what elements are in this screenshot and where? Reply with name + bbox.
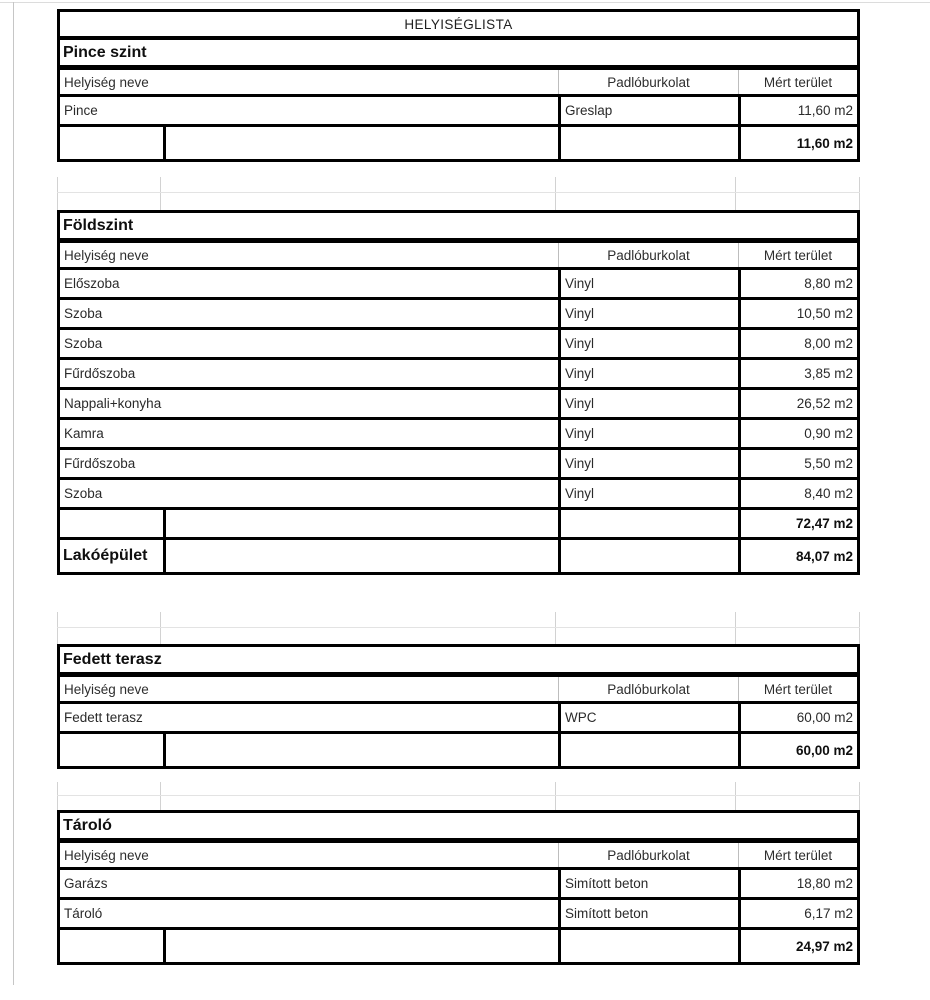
cell-room-name: Fedett terasz xyxy=(64,710,143,725)
cell-room-name: Tároló xyxy=(64,906,103,921)
gridline xyxy=(160,612,161,644)
table-row xyxy=(60,97,857,127)
section-total-row xyxy=(60,734,857,766)
cell-floor-covering: Vinyl xyxy=(558,270,738,297)
column-header-room-name: Helyiség neve xyxy=(64,847,149,863)
cell-floor-covering: Vinyl xyxy=(558,480,738,507)
section-total-value: 11,60 m2 xyxy=(738,127,857,159)
section-total-row xyxy=(60,510,857,540)
cell-measured-area: 3,85 m2 xyxy=(738,360,857,387)
column-header-row xyxy=(60,843,857,870)
section-title-row xyxy=(60,813,857,843)
cell-measured-area: 6,17 m2 xyxy=(738,900,857,927)
column-header-floor-covering: Padlóburkolat xyxy=(558,243,738,267)
gridline xyxy=(57,782,58,810)
column-header-measured-area: Mért terület xyxy=(738,243,857,267)
column-header-room-name: Helyiség neve xyxy=(64,681,149,697)
cell-measured-area: 10,50 m2 xyxy=(738,300,857,327)
section-total-row xyxy=(60,127,857,159)
cell-room-name: Előszoba xyxy=(64,276,120,291)
cell-floor-covering: Vinyl xyxy=(558,330,738,357)
building-total-row xyxy=(60,540,857,572)
empty-cell xyxy=(163,510,558,537)
cell-floor-covering: Vinyl xyxy=(558,390,738,417)
column-header-row xyxy=(60,70,857,97)
section-total-row xyxy=(60,930,857,962)
sheet-gap xyxy=(57,177,860,210)
gridline xyxy=(555,782,556,810)
empty-cell xyxy=(558,930,738,962)
table-row xyxy=(60,900,857,930)
gridline xyxy=(57,612,58,644)
cell-measured-area: 18,80 m2 xyxy=(738,870,857,897)
table-row xyxy=(60,480,857,510)
cell-measured-area: 0,90 m2 xyxy=(738,420,857,447)
gridline xyxy=(735,782,736,810)
gridline xyxy=(160,177,161,210)
gridline xyxy=(57,795,860,796)
empty-cell xyxy=(60,734,163,766)
column-header-room-name: Helyiség neve xyxy=(64,247,149,263)
gridline xyxy=(859,782,860,810)
cell-room-name: Fűrdőszoba xyxy=(64,456,136,471)
building-total-label: Lakóépület xyxy=(63,547,148,564)
table-row xyxy=(60,704,857,734)
cell-floor-covering: Vinyl xyxy=(558,360,738,387)
column-header-measured-area: Mért terület xyxy=(738,70,857,94)
section-table-fedett-terasz xyxy=(57,644,860,769)
cell-floor-covering: Vinyl xyxy=(558,450,738,477)
column-header-measured-area: Mért terület xyxy=(738,843,857,867)
cell-floor-covering: Vinyl xyxy=(558,300,738,327)
gridline xyxy=(57,627,860,628)
cell-measured-area: 11,60 m2 xyxy=(738,97,857,124)
cell-measured-area: 8,00 m2 xyxy=(738,330,857,357)
column-header-floor-covering: Padlóburkolat xyxy=(558,70,738,94)
cell-measured-area: 8,80 m2 xyxy=(738,270,857,297)
cell-room-name: Garázs xyxy=(64,876,108,891)
gridline xyxy=(555,612,556,644)
section-table-foldszint xyxy=(57,210,860,575)
table-row xyxy=(60,300,857,330)
column-header-row xyxy=(60,677,857,704)
section-title: Fedett terasz xyxy=(63,650,162,668)
gridline xyxy=(859,177,860,210)
table-row xyxy=(60,450,857,480)
column-header-floor-covering: Padlóburkolat xyxy=(558,677,738,701)
gridline xyxy=(160,782,161,810)
column-header-measured-area: Mért terület xyxy=(738,677,857,701)
section-title-row xyxy=(60,40,857,70)
cell-floor-covering: WPC xyxy=(558,704,738,731)
section-table-tarolo xyxy=(57,810,860,965)
building-total-value: 84,07 m2 xyxy=(738,540,857,572)
empty-cell xyxy=(163,540,558,572)
section-title-row xyxy=(60,647,857,677)
table-row xyxy=(60,360,857,390)
empty-cell xyxy=(558,127,738,159)
cell-measured-area: 26,52 m2 xyxy=(738,390,857,417)
cell-room-name: Szoba xyxy=(64,336,103,351)
section-title: Földszint xyxy=(63,216,134,234)
empty-cell xyxy=(558,510,738,537)
empty-cell xyxy=(558,734,738,766)
page-edge-line xyxy=(13,2,14,985)
empty-cell xyxy=(60,930,163,962)
sheet-gap xyxy=(57,782,860,810)
column-header-row xyxy=(60,243,857,270)
section-total-value: 24,97 m2 xyxy=(738,930,857,962)
cell-floor-covering: Vinyl xyxy=(558,420,738,447)
table-row xyxy=(60,390,857,420)
document-title: HELYISÉGLISTA xyxy=(404,16,513,32)
section-title: Pince szint xyxy=(63,43,147,61)
cell-room-name: Pince xyxy=(64,103,98,118)
cell-floor-covering: Simított beton xyxy=(558,870,738,897)
empty-cell xyxy=(60,510,163,537)
empty-cell xyxy=(163,930,558,962)
sheet-gap xyxy=(57,612,860,644)
column-header-floor-covering: Padlóburkolat xyxy=(558,843,738,867)
empty-cell xyxy=(558,540,738,572)
cell-measured-area: 8,40 m2 xyxy=(738,480,857,507)
table-row xyxy=(60,330,857,360)
cell-measured-area: 60,00 m2 xyxy=(738,704,857,731)
cell-floor-covering: Greslap xyxy=(558,97,738,124)
cell-room-name: Fűrdőszoba xyxy=(64,366,136,381)
table-row xyxy=(60,870,857,900)
table-row xyxy=(60,420,857,450)
document-title-row xyxy=(60,12,857,40)
section-title: Tároló xyxy=(63,816,112,834)
cell-room-name: Szoba xyxy=(64,306,103,321)
gridline xyxy=(735,612,736,644)
column-header-room-name: Helyiség neve xyxy=(64,74,149,90)
gridline xyxy=(555,177,556,210)
cell-room-name: Nappali+konyha xyxy=(64,396,162,411)
cell-floor-covering: Simított beton xyxy=(558,900,738,927)
empty-cell xyxy=(163,734,558,766)
empty-cell xyxy=(60,127,163,159)
gridline xyxy=(57,177,58,210)
section-total-value: 72,47 m2 xyxy=(738,510,857,537)
cell-room-name: Kamra xyxy=(64,426,104,441)
section-title-row xyxy=(60,213,857,243)
table-row xyxy=(60,270,857,300)
cell-measured-area: 5,50 m2 xyxy=(738,450,857,477)
section-table-pince-szint xyxy=(57,9,860,162)
page-edge-line xyxy=(0,2,930,3)
empty-cell xyxy=(163,127,558,159)
gridline xyxy=(57,192,860,193)
gridline xyxy=(735,177,736,210)
gridline xyxy=(859,612,860,644)
section-total-value: 60,00 m2 xyxy=(738,734,857,766)
cell-room-name: Szoba xyxy=(64,486,103,501)
